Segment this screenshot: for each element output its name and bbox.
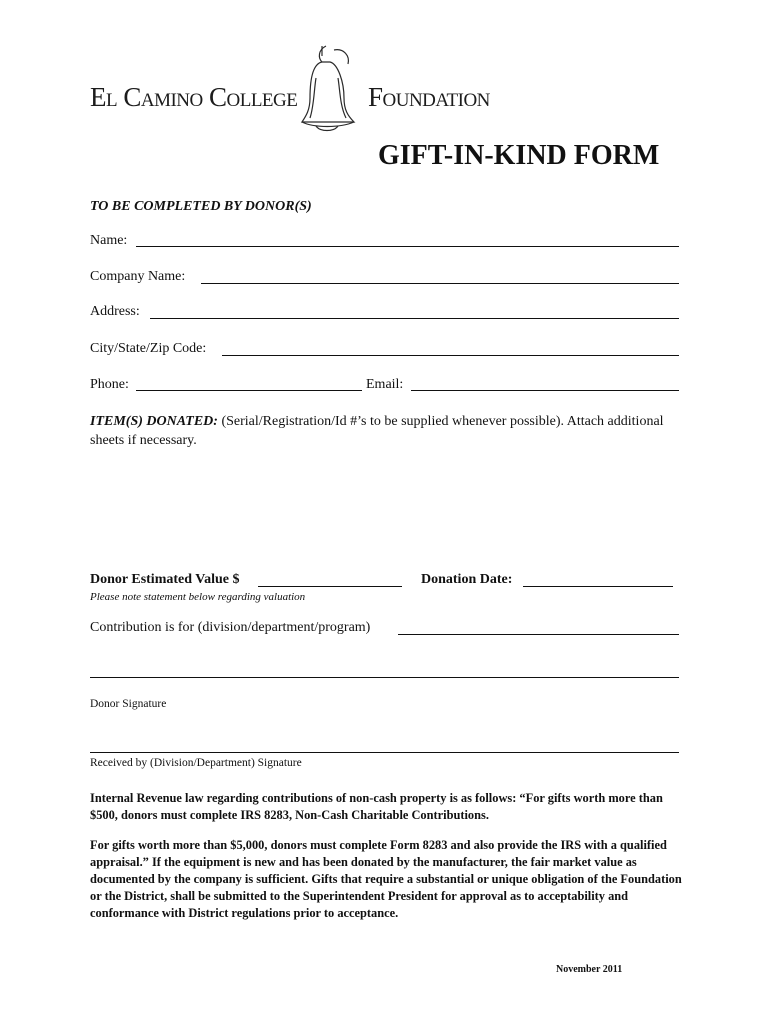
name-label: Name: xyxy=(90,233,128,248)
logo-right-text: Foundation xyxy=(368,82,490,112)
contribution-label: Contribution is for (division/department/program) xyxy=(90,620,371,635)
name-field[interactable] xyxy=(136,246,679,247)
donation-date-field[interactable] xyxy=(523,586,673,587)
phone-label: Phone: xyxy=(90,377,129,392)
items-donated-heading: ITEM(S) DONATED: xyxy=(90,414,218,429)
form-title: GIFT-IN-KIND FORM xyxy=(378,140,660,171)
estimated-value-field[interactable] xyxy=(258,586,402,587)
irs-paragraph-2: For gifts worth more than $5,000, donors must complete Form 8283 and also provide the IRS with a qualified appraisal.” If the equipment is new and has been donated by the manufacturer, the fair market value as documented by the company is sufficient. Gifts that require a substantial or unique obligation of the Foundation or the District, shall be submitted to the Superintendent President for approval as to acceptability and conformance with District regulations prior to acceptance. xyxy=(90,838,682,920)
received-signature-label: Received by (Division/Department) Signature xyxy=(90,757,302,769)
city-state-zip-field[interactable] xyxy=(222,355,679,356)
donor-signature-label: Donor Signature xyxy=(90,698,167,710)
revision-date: November 2011 xyxy=(556,964,623,975)
donation-date-label: Donation Date: xyxy=(421,572,513,587)
company-field[interactable] xyxy=(201,283,679,284)
phone-field[interactable] xyxy=(136,390,362,391)
items-donated-block xyxy=(90,412,680,450)
items-donated-text: (Serial/Registration/Id #’s to be supplied whenever possible). Attach additional sheets if necessary. xyxy=(90,414,664,448)
address-field[interactable] xyxy=(150,318,679,319)
irs-paragraph-1: Internal Revenue law regarding contributions of non-cash property is as follows: “For gifts worth more than $500, donors must complete IRS 8283, Non-Cash Charitable Contributions. xyxy=(90,791,663,822)
logo-left-text: El Camino College xyxy=(90,82,298,112)
city-state-zip-label: City/State/Zip Code: xyxy=(90,341,207,356)
contribution-field[interactable] xyxy=(398,634,679,635)
email-field[interactable] xyxy=(411,390,679,391)
received-signature-field[interactable] xyxy=(90,752,679,753)
estimated-value-label: Donor Estimated Value $ xyxy=(90,572,240,587)
address-label: Address: xyxy=(90,304,140,319)
items-donated-area[interactable] xyxy=(90,455,680,565)
company-label: Company Name: xyxy=(90,269,186,284)
section-heading: TO BE COMPLETED BY DONOR(S) xyxy=(90,199,312,214)
valuation-note: Please note statement below regarding valuation xyxy=(90,591,306,603)
donor-signature-field[interactable] xyxy=(90,677,679,678)
email-label: Email: xyxy=(366,377,404,392)
bell-icon xyxy=(298,42,370,134)
